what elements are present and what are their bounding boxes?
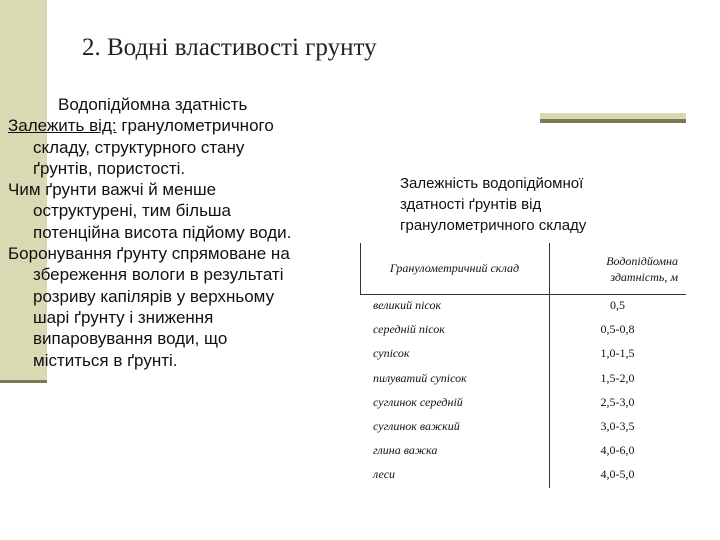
p2-line3: потенційна висота підйому води. (33, 222, 292, 242)
header-soil-type: Гранулометричний склад (389, 261, 520, 275)
soil-type-cell: суглинок середній (373, 394, 463, 409)
body-text (8, 94, 348, 371)
soil-type-cell: супісок (373, 346, 410, 361)
table-row (360, 415, 686, 439)
soil-type-cell: леси (373, 467, 396, 482)
paragraph-3 (8, 243, 348, 371)
capillary-rise-cell: 1,5-2,0 (600, 370, 635, 385)
soil-type-cell: пилуватий супісок (373, 370, 467, 385)
table-header (360, 243, 686, 294)
paragraph-1 (8, 115, 348, 179)
header-col2-line2: здатність, м (610, 270, 678, 284)
capillary-rise-cell: 4,0-6,0 (600, 443, 635, 458)
section-heading: Водопідйомна здатність (58, 95, 248, 114)
p1-label: Залежить від: (8, 116, 117, 136)
p3-line1: Боронування ґрунту спрямоване на (8, 244, 290, 264)
table-row (360, 391, 686, 415)
table-row (360, 463, 686, 487)
p2-line2: оструктурені, тим більша (33, 201, 232, 221)
capillary-rise-cell: 2,5-3,0 (600, 394, 635, 409)
p3-line2: збереження вологи в результаті (33, 265, 284, 285)
table-row (360, 318, 686, 342)
soil-type-cell: середній пісок (373, 322, 445, 337)
p3-line3: розриву капілярів у верхньому (33, 286, 275, 306)
left-decor-tick (0, 380, 47, 383)
table-body (360, 294, 686, 488)
table-row (360, 439, 686, 463)
data-table (360, 243, 686, 488)
caption-line3: гранулометричного складу (400, 217, 587, 234)
p3-line6: міститься в ґрунті. (33, 350, 178, 370)
table-row (360, 342, 686, 366)
table-row (360, 294, 686, 318)
p3-line4: шарі ґрунту і зниження (33, 307, 214, 327)
slide-title: 2. Водні властивості грунту (82, 34, 377, 61)
decor-rule (540, 119, 686, 123)
capillary-rise-cell: 4,0-5,0 (600, 467, 635, 482)
table-caption (400, 173, 700, 236)
capillary-rise-cell: 3,0-3,5 (600, 418, 635, 433)
soil-type-cell: глина важка (373, 443, 438, 458)
capillary-rise-cell: 0,5 (610, 298, 625, 312)
caption-line2: здатності ґрунтів від (400, 196, 542, 213)
capillary-rise-cell: 0,5-0,8 (600, 322, 635, 337)
p2-line1: Чим ґрунти важчі й менше (8, 180, 217, 200)
capillary-rise-cell: 1,0-1,5 (600, 346, 635, 361)
p1-line3: ґрунтів, пористості. (33, 158, 186, 178)
header-capillary-rise (549, 243, 686, 294)
table-row (360, 367, 686, 391)
paragraph-2 (8, 179, 348, 243)
p1-rest: гранулометричного (116, 116, 274, 136)
soil-type-cell: великий пісок (373, 298, 442, 312)
table-left-edge (360, 243, 361, 294)
p3-line5: випаровування води, що (33, 329, 228, 349)
header-col2-line1: Водопідйомна (606, 254, 678, 268)
soil-type-cell: суглинок важкий (373, 418, 460, 433)
caption-line1: Залежність водопідйомної (400, 175, 584, 192)
p1-line2: складу, структурного стану (33, 137, 245, 157)
